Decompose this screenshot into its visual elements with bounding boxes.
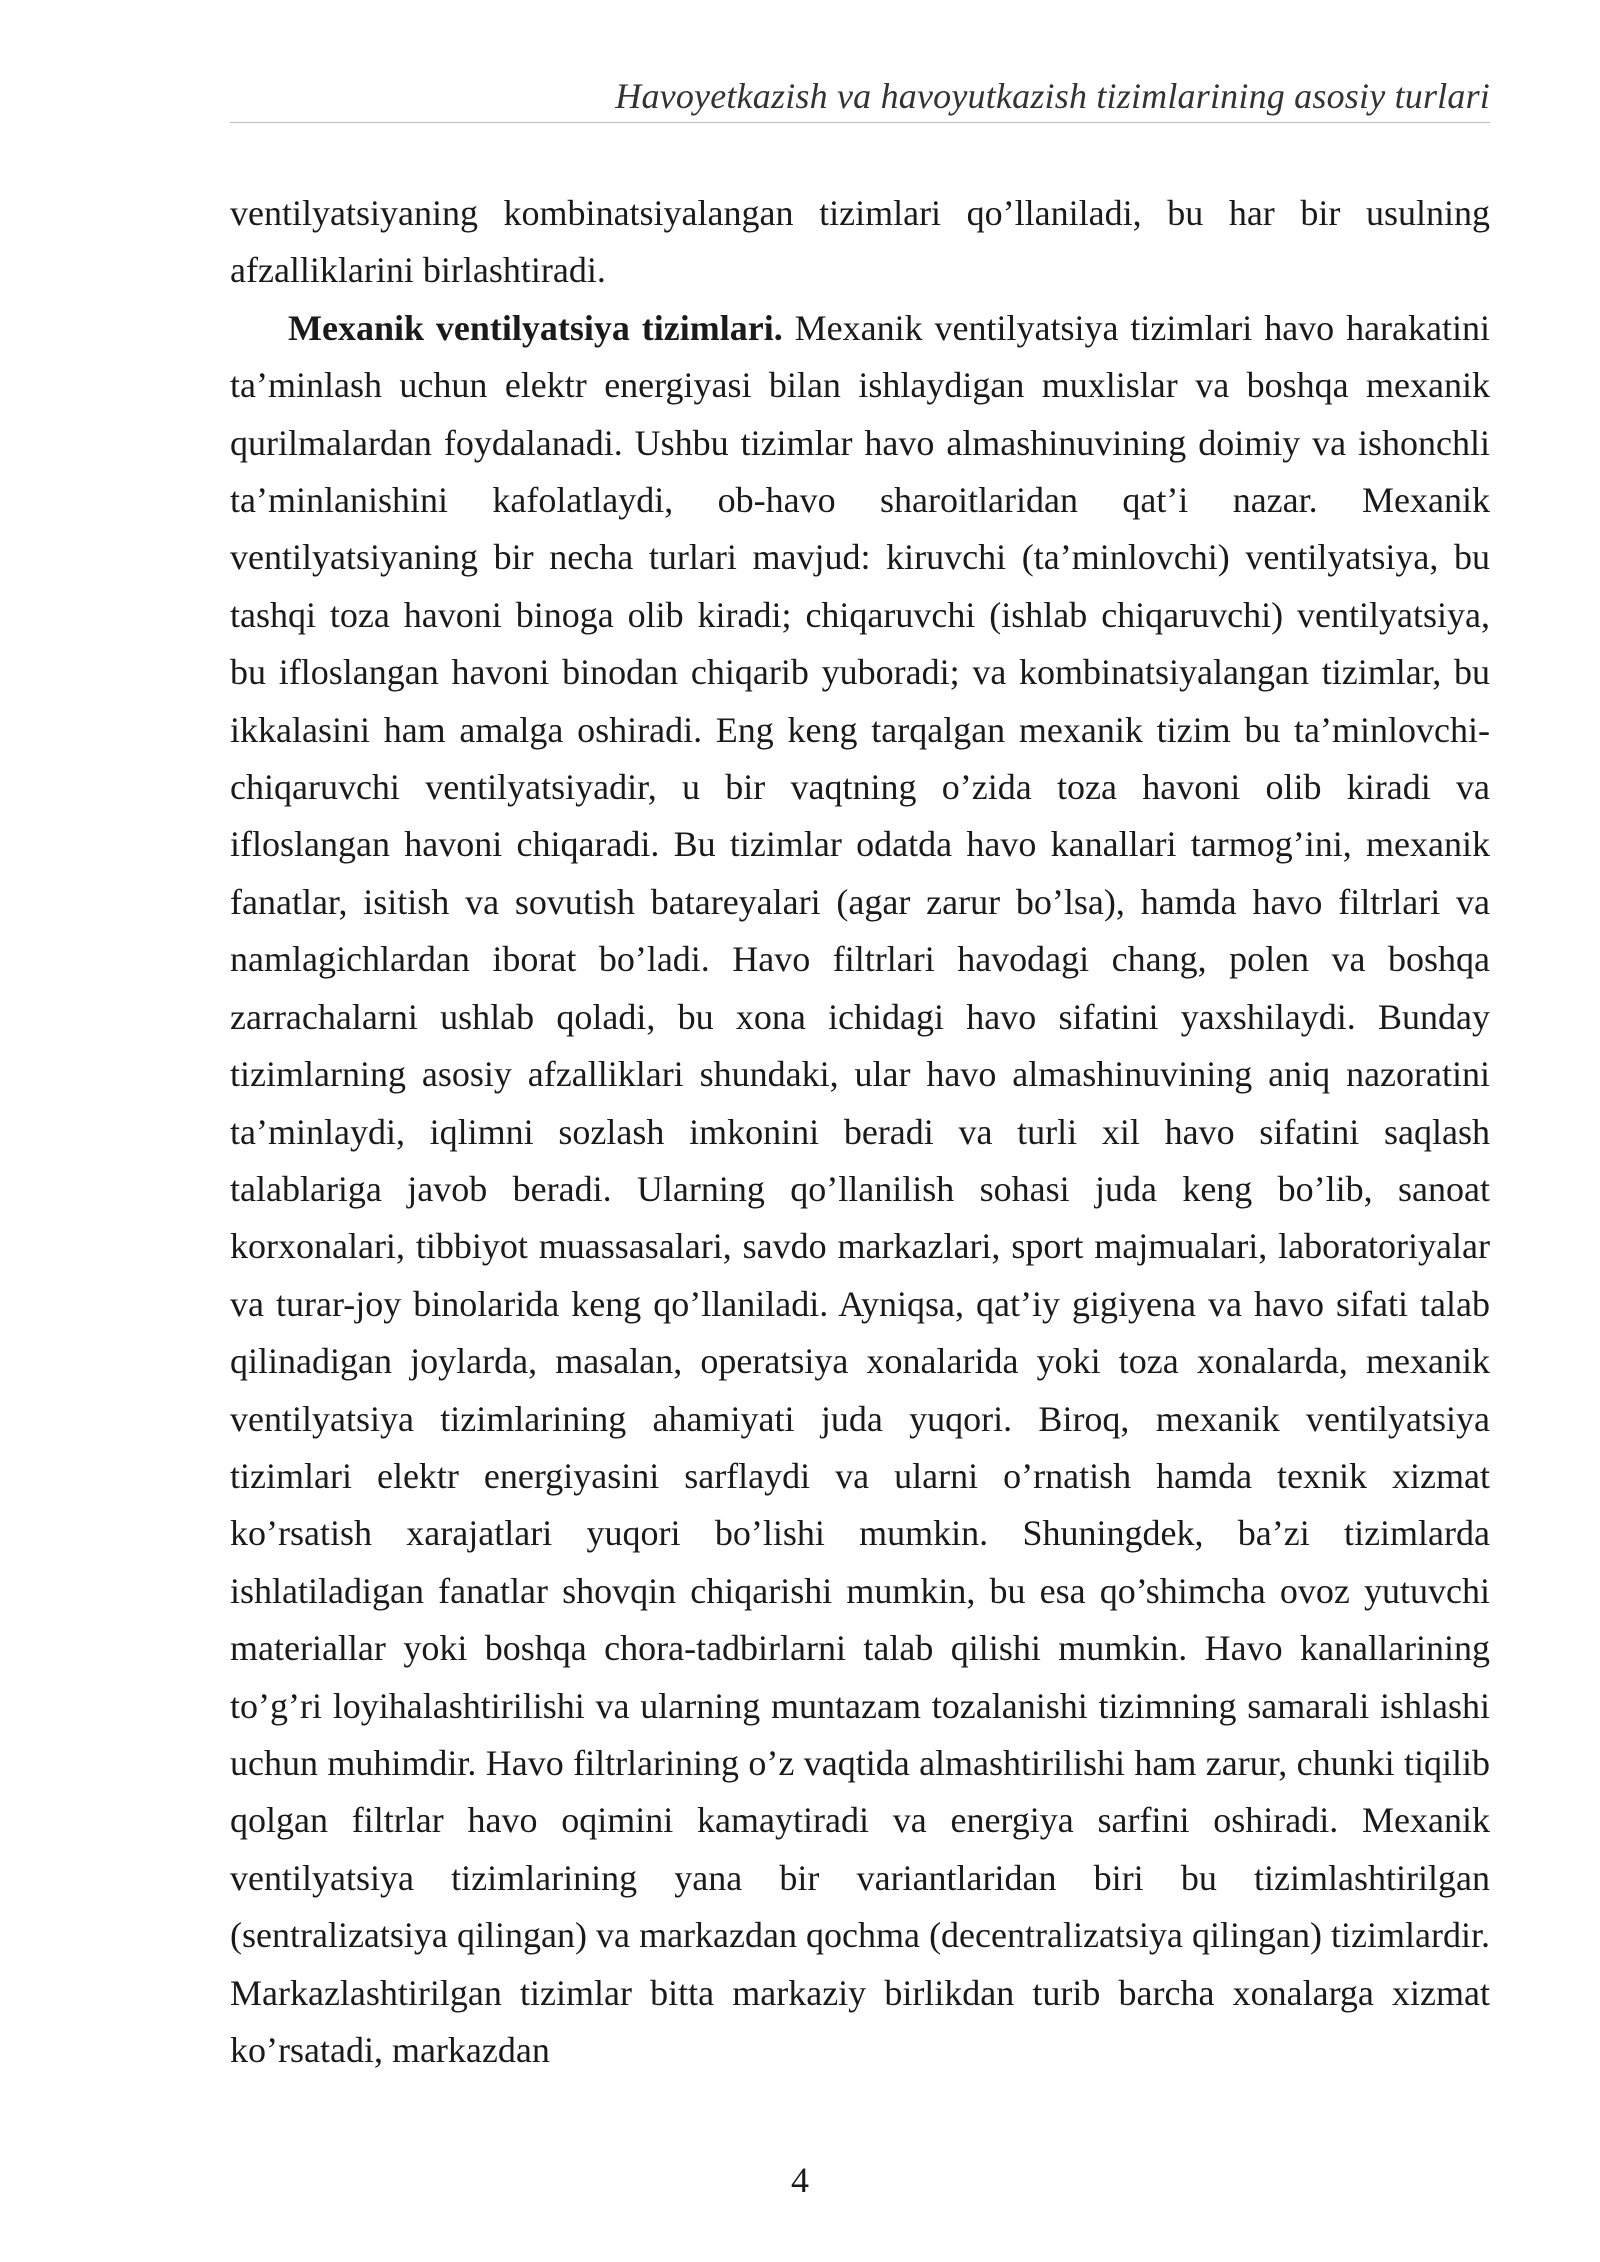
paragraph-lead-heading: Mexanik ventilyatsiya tizimlari. [288, 307, 783, 348]
paragraph-mechanical-ventilation [230, 300, 1490, 2080]
running-header: Havoyetkazish va havoyutkazish tizimlarining asosiy turlari [230, 70, 1490, 123]
body-text [230, 185, 1490, 2079]
paragraph-text: Mexanik ventilyatsiya tizimlari havo harakatini ta’minlash uchun elektr energiyasi bilan ishlaydigan muxlislar va boshqa mexanik qurilmalardan foydalanadi. Ushbu tizimlar havo almashinuvining doimiy va ishonchli ta’minlanishini kafolatlaydi, ob-havo sharoitlaridan qat’i nazar. Mexanik ventilyatsiyaning bir necha turlari mavjud: kiruvchi (ta’minlovchi) ventilyatsiya, bu tashqi toza havoni binoga olib kiradi; chiqaruvchi (ishlab chiqaruvchi) ventilyatsiya, bu ifloslangan havoni binodan chiqarib yuboradi; va kombinatsiyalangan tizimlar, bu ikkalasini ham amalga oshiradi. Eng keng tarqalgan mexanik tizim bu ta’minlovchi-chiqaruvchi ventilyatsiyadir, u bir vaqtning o’zida toza havoni olib kiradi va ifloslangan havoni chiqaradi. Bu tizimlar odatda havo kanallari tarmog’ini, mexanik fanatlar, isitish va sovutish batareyalari (agar zarur bo’lsa), hamda havo filtrlari va namlagichlardan iborat bo’ladi. Havo filtrlari havodagi chang, polen va boshqa zarrachalarni ushlab qoladi, bu xona ichidagi havo sifatini yaxshilaydi. Bunday tizimlarning asosiy afzalliklari shundaki, ular havo almashinuvining aniq nazoratini ta’minlaydi, iqlimni sozlash imkonini beradi va turli xil havo sifatini saqlash talablariga javob beradi. Ularning qo’llanilish sohasi juda keng bo’lib, sanoat korxonalari, tibbiyot muassasalari, savdo markazlari, sport majmualari, laboratoriyalar va turar-joy binolarida keng qo’llaniladi. Ayniqsa, qat’iy gigiyena va havo sifati talab qilinadigan joylarda, masalan, operatsiya xonalarida yoki toza xonalarda, mexanik ventilyatsiya tizimlarining ahamiyati juda yuqori. Biroq, mexanik ventilyatsiya tizimlari elektr energiyasini sarflaydi va ularni o’rnatish hamda texnik xizmat ko’rsatish xarajatlari yuqori bo’lishi mumkin. Shuningdek, ba’zi tizimlarda ishlatiladigan fanatlar shovqin chiqarishi mumkin, bu esa qo’shimcha ovoz yutuvchi materiallar yoki boshqa chora-tadbirlarni talab qilishi mumkin. Havo kanallarining to’g’ri loyihalashtirilishi va ularning muntazam tozalanishi tizimning samarali ishlashi uchun muhimdir. Havo filtrlarining o’z vaqtida almashtirilishi ham zarur, chunki tiqilib qolgan filtrlar havo oqimini kamaytiradi va energiya sarfini oshiradi. Mexanik ventilyatsiya tizimlarining yana bir variantlaridan biri bu tizimlashtirilgan (sentralizatsiya qilingan) va markazdan qochma (decentralizatsiya qilingan) tizimlardir. Markazlashtirilgan tizimlar bitta markaziy birlikdan turib barcha xonalarga xizmat ko’rsatadi, markazdan [230, 307, 1490, 2070]
paragraph-text: ventilyatsiyaning kombinatsiyalangan tizimlari qo’llaniladi, bu har bir usulning afzalliklarini birlashtiradi. [230, 193, 1490, 291]
page-number: 4 [791, 2160, 809, 2200]
paragraph-continuation [230, 185, 1490, 300]
